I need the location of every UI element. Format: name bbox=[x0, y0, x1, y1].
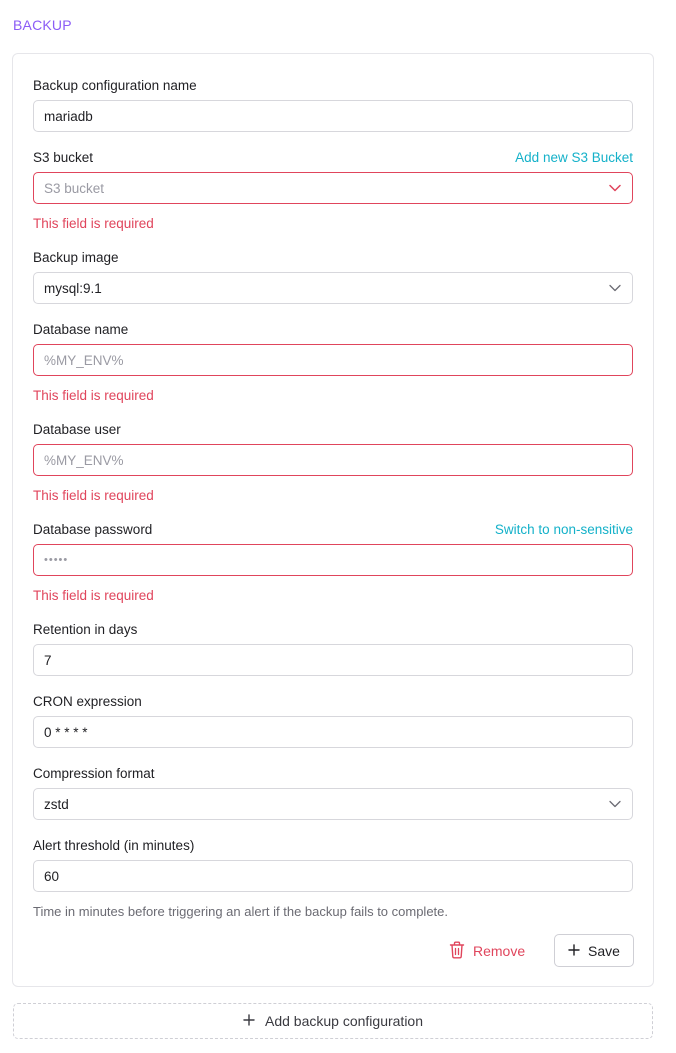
cron-label: CRON expression bbox=[33, 693, 142, 709]
section-title: BACKUP bbox=[13, 17, 72, 33]
chevron-down-icon bbox=[608, 797, 622, 811]
s3-bucket-error: This field is required bbox=[33, 216, 154, 231]
backup-config-card bbox=[12, 53, 654, 987]
plus-icon bbox=[568, 943, 580, 959]
cron-field bbox=[33, 692, 633, 748]
retention-input[interactable] bbox=[33, 644, 633, 676]
database-password-input[interactable] bbox=[33, 544, 633, 576]
chevron-down-icon bbox=[608, 281, 622, 295]
config-name-field bbox=[33, 76, 633, 132]
config-name-input[interactable] bbox=[33, 100, 633, 132]
backup-image-field bbox=[33, 248, 633, 304]
backup-image-value: mysql:9.1 bbox=[44, 280, 102, 296]
retention-label: Retention in days bbox=[33, 621, 138, 637]
config-name-label: Backup configuration name bbox=[33, 77, 197, 93]
remove-button[interactable] bbox=[449, 936, 525, 966]
retention-field bbox=[33, 620, 633, 676]
database-password-field bbox=[33, 520, 633, 603]
database-user-field bbox=[33, 420, 633, 503]
compression-select[interactable] bbox=[33, 788, 633, 820]
compression-label: Compression format bbox=[33, 765, 155, 781]
database-name-error: This field is required bbox=[33, 388, 154, 403]
backup-image-label: Backup image bbox=[33, 249, 119, 265]
database-password-error: This field is required bbox=[33, 588, 154, 603]
cron-value: 0 * * * * bbox=[44, 724, 88, 740]
s3-bucket-label: S3 bucket bbox=[33, 149, 94, 165]
save-label: Save bbox=[588, 942, 620, 959]
add-backup-configuration-button[interactable] bbox=[13, 1003, 653, 1039]
database-name-placeholder: %MY_ENV% bbox=[44, 352, 124, 368]
alert-threshold-label: Alert threshold (in minutes) bbox=[33, 837, 195, 853]
compression-value: zstd bbox=[44, 796, 69, 812]
retention-value: 7 bbox=[44, 652, 52, 668]
switch-non-sensitive-link[interactable]: Switch to non-sensitive bbox=[494, 521, 633, 537]
compression-field bbox=[33, 764, 633, 820]
database-user-input[interactable] bbox=[33, 444, 633, 476]
remove-label: Remove bbox=[473, 943, 526, 959]
alert-threshold-value: 60 bbox=[44, 868, 60, 884]
chevron-down-icon bbox=[608, 181, 622, 195]
cron-input[interactable] bbox=[33, 716, 633, 748]
s3-bucket-field bbox=[33, 148, 633, 231]
alert-threshold-input[interactable] bbox=[33, 860, 633, 892]
database-name-label: Database name bbox=[33, 321, 129, 337]
database-user-error: This field is required bbox=[33, 488, 154, 503]
plus-icon bbox=[243, 1013, 255, 1029]
add-config-label: Add backup configuration bbox=[265, 1013, 423, 1029]
trash-icon bbox=[449, 941, 465, 962]
add-s3-bucket-link[interactable]: Add new S3 Bucket bbox=[515, 149, 633, 165]
database-user-placeholder: %MY_ENV% bbox=[44, 452, 124, 468]
alert-threshold-field bbox=[33, 836, 633, 919]
config-name-value: mariadb bbox=[44, 108, 93, 124]
database-password-placeholder: ••••• bbox=[44, 554, 69, 566]
database-password-label: Database password bbox=[33, 521, 153, 537]
database-name-input[interactable] bbox=[33, 344, 633, 376]
backup-image-select[interactable] bbox=[33, 272, 633, 304]
s3-bucket-select[interactable] bbox=[33, 172, 633, 204]
save-button[interactable] bbox=[554, 934, 634, 967]
s3-bucket-placeholder: S3 bucket bbox=[44, 180, 105, 196]
database-name-field bbox=[33, 320, 633, 403]
alert-threshold-help: Time in minutes before triggering an alert if the backup fails to complete. bbox=[33, 904, 449, 919]
database-user-label: Database user bbox=[33, 421, 121, 437]
